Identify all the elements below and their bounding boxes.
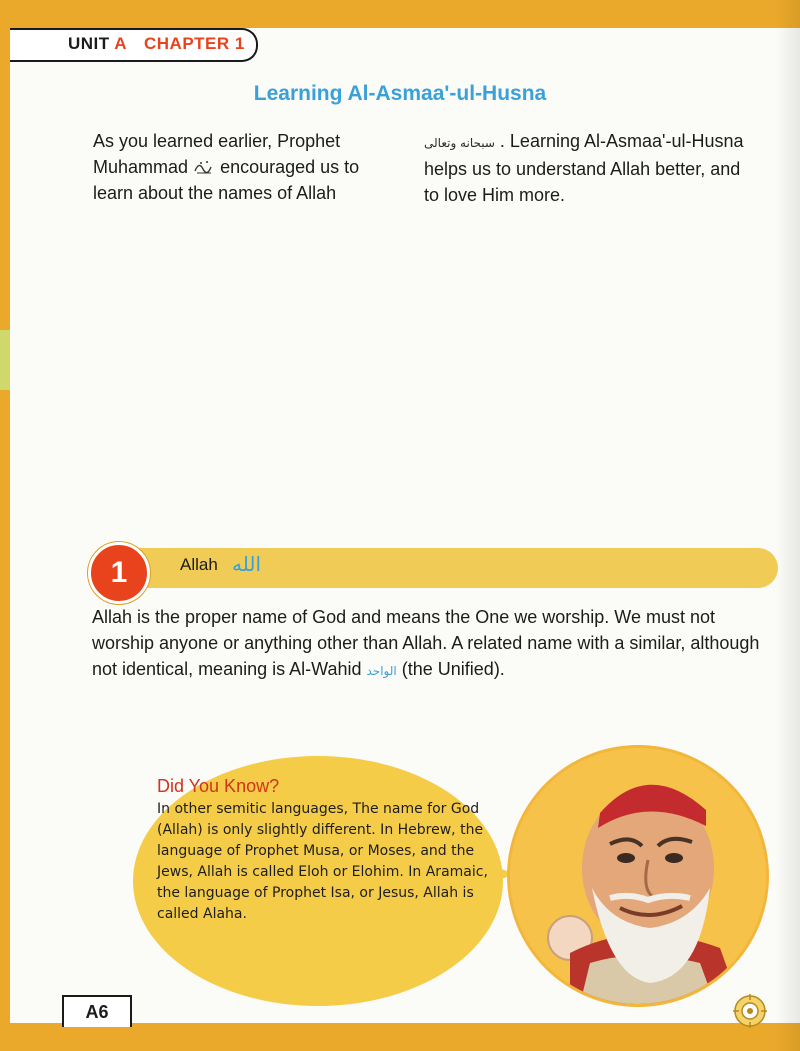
did-you-know-title: Did You Know?: [157, 776, 280, 796]
salutation-calligraphy-icon: [193, 157, 215, 175]
intro-column-right: سبحانه وتعالى . Learning Al-Asmaa'-ul-Husna helps us to understand Allah better, and to love Him more.: [424, 131, 744, 205]
corner-ornament-icon: [733, 994, 767, 1028]
scholar-portrait-illustration: [510, 748, 766, 1004]
did-you-know-text: In other semitic languages, The name for God (Allah) is only slightly different. In Hebrew, the language of Prophet Musa, or Moses, and the Jews, Allah is called Eloh or Elohim. In Aramaic, the language of Prophet Isa, or Jesus, Allah is called Alaha.: [157, 801, 488, 922]
section-number-badge: 1: [88, 542, 150, 604]
bottom-border: [0, 1023, 800, 1051]
left-accent-strip: [0, 330, 10, 390]
chapter-header-tab: [10, 28, 258, 62]
left-border: [0, 0, 10, 1051]
intro-column-left: As you learned earlier, Prophet Muhammad encouraged us to learn about the names of Allah: [93, 131, 360, 203]
unit-label: UNIT A: [68, 34, 128, 53]
page-title: Learning Al-Asmaa'-ul-Husna: [253, 82, 547, 105]
page-number: A6: [62, 995, 132, 1027]
chapter-label: CHAPTER 1: [144, 34, 245, 53]
section-label: Allah: [180, 555, 218, 574]
section-arabic-name: الله: [232, 552, 261, 576]
top-border: [0, 0, 800, 28]
al-wahid-arabic: الواحد: [366, 664, 397, 678]
page-shadow: [776, 0, 800, 1051]
allah-description: Allah is the proper name of God and means the One we worship. We must not worship anyone or anything other than Allah. A related name with a similar, although not identical, meaning is Al-Wahid الواحد (the Unified).: [92, 607, 760, 679]
